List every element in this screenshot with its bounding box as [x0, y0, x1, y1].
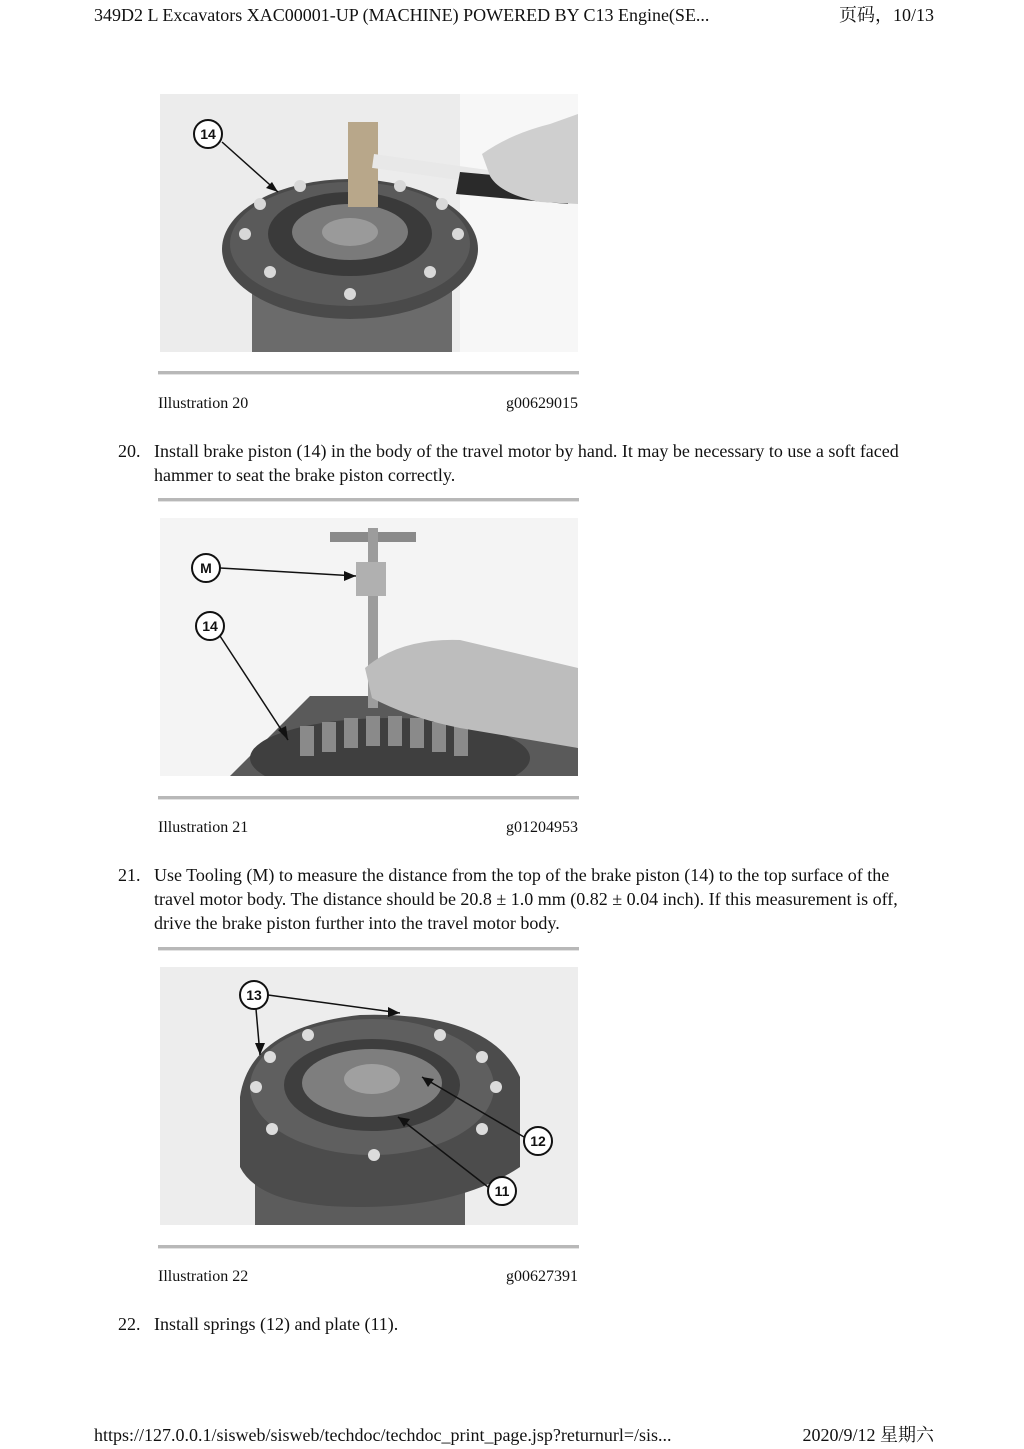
- callout-12-fig22: 12: [530, 1133, 546, 1149]
- step-21: [118, 863, 918, 935]
- step-text: Use Tooling (M) to measure the distance from the top of the brake piston (14) to the top surface of the travel motor body. The distance should be 20.8 ± 1.0 mm (0.82 ± 0.04 inch). If this measurement is off, drive the brake piston further into the travel motor body.: [154, 865, 898, 933]
- illustration-label: Illustration 20: [158, 395, 249, 412]
- graphic-id: g00627391: [506, 1268, 578, 1285]
- print-date: 2020/9/12 星期六: [802, 1425, 934, 1445]
- figure-rule: [158, 947, 579, 951]
- illustration-21-photo: [160, 518, 578, 776]
- figure-rule: [158, 498, 579, 502]
- page-number: 页码，10/13: [838, 5, 934, 25]
- step-number: 22.: [118, 1314, 141, 1334]
- step-22: [118, 1312, 918, 1336]
- figure-rule: [158, 371, 579, 375]
- illustration-label: Illustration 21: [158, 819, 249, 836]
- callout-11-fig22: 11: [494, 1183, 510, 1199]
- illustration-label: Illustration 22: [158, 1268, 249, 1285]
- callout-m-fig21: M: [200, 560, 212, 576]
- step-number: 20.: [118, 441, 141, 461]
- illustration-22-photo: [160, 967, 578, 1225]
- step-number: 21.: [118, 865, 141, 885]
- callout-14-fig20: 14: [200, 126, 216, 142]
- figure-rule: [158, 796, 579, 800]
- document-title: 349D2 L Excavators XAC00001-UP (MACHINE) POWERED BY C13 Engine(SE...: [94, 5, 710, 25]
- callout-14-fig21: 14: [202, 618, 218, 634]
- source-url: https://127.0.0.1/sisweb/sisweb/techdoc/techdoc_print_page.jsp?returnurl=/sis...: [94, 1425, 672, 1445]
- step-text: Install brake piston (14) in the body of the travel motor by hand. It may be necessary to use a soft faced hammer to seat the brake piston correctly.: [154, 441, 899, 485]
- callout-13-fig22: 13: [246, 987, 262, 1003]
- step-20: [118, 439, 918, 487]
- graphic-id: g01204953: [506, 819, 578, 836]
- figure-rule: [158, 1245, 579, 1249]
- step-text: Install springs (12) and plate (11).: [154, 1314, 399, 1334]
- illustration-20-photo: [160, 94, 578, 352]
- graphic-id: g00629015: [506, 395, 578, 412]
